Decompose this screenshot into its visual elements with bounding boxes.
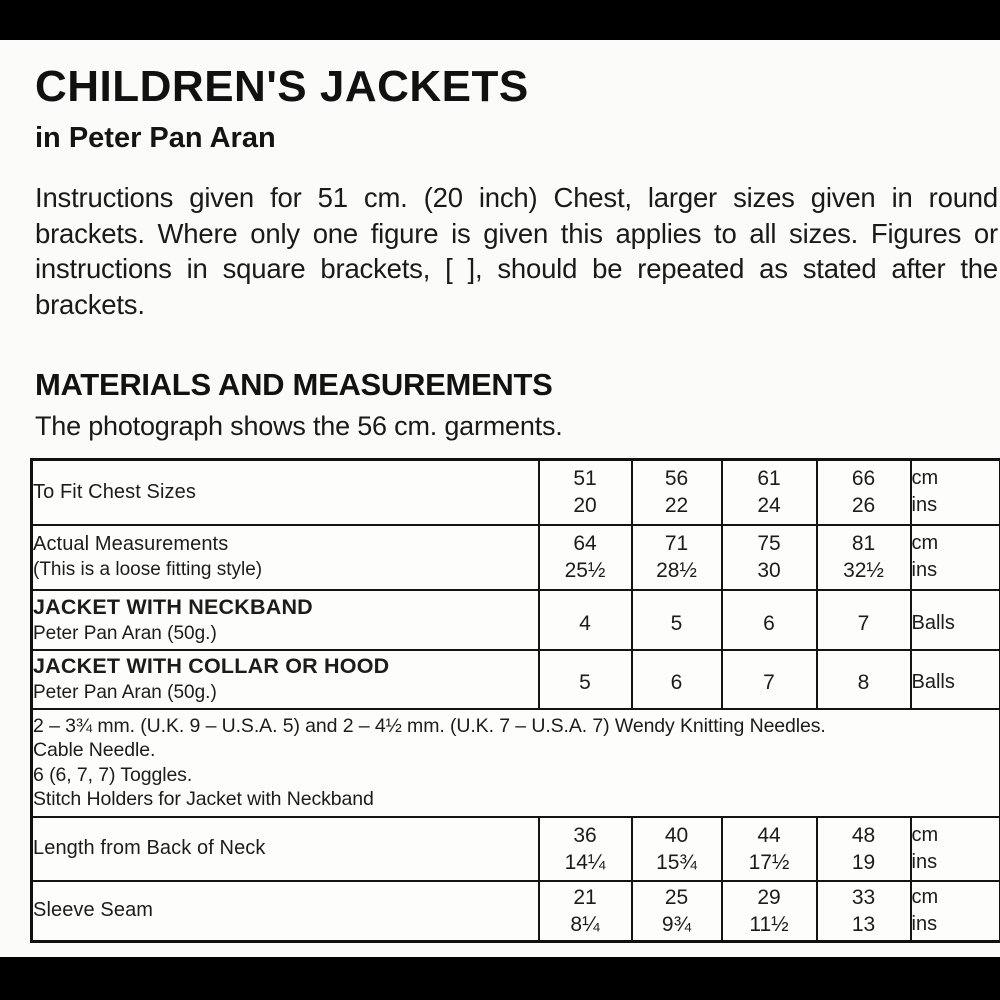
top-black-bar	[0, 0, 1000, 40]
value-ins: 17½	[748, 850, 790, 874]
size-cell	[722, 881, 817, 942]
value-ins: 32½	[843, 559, 884, 582]
balls-cell	[632, 590, 722, 650]
balls-cell	[722, 590, 817, 650]
unit-balls: Balls	[911, 611, 955, 634]
size-cell	[539, 881, 632, 942]
balls-cell	[539, 590, 632, 650]
value-cm: 75	[757, 532, 781, 555]
balls-cell	[539, 650, 632, 709]
value-ins: 24	[757, 494, 781, 518]
row-label-text: JACKET WITH NECKBAND	[33, 594, 313, 619]
value-cm: 48	[851, 823, 876, 847]
table-row-chest-sizes	[32, 460, 1000, 525]
size-cell	[722, 525, 817, 590]
table-row-actual-measurements	[32, 525, 1000, 590]
page-title: CHILDREN'S JACKETS	[35, 62, 529, 111]
value-ins: 30	[757, 559, 781, 582]
balls-count: 7	[857, 611, 870, 635]
value-ins: 11½	[749, 912, 789, 936]
value-ins: 14¼	[564, 850, 606, 874]
measurements-table	[30, 458, 1000, 943]
unit-cm: cm	[911, 532, 939, 554]
value-ins: 26	[851, 494, 876, 518]
bottom-black-bar	[0, 957, 1000, 1000]
cable-needle-line: Cable Needle.	[33, 739, 156, 761]
table-row-jacket-collar-hood	[32, 650, 1000, 709]
row-label	[32, 590, 539, 650]
row-label-text: Length from Back of Neck	[33, 837, 266, 859]
unit-ins: ins	[911, 559, 938, 581]
toggles-line: 6 (6, 7, 7) Toggles.	[33, 763, 193, 786]
value-cm: 81	[851, 532, 876, 555]
unit-cell	[911, 650, 1000, 709]
row-label-subtext: Peter Pan Aran (50g.)	[33, 622, 217, 644]
size-cell	[539, 460, 632, 525]
row-label-text: JACKET WITH COLLAR OR HOOD	[33, 654, 390, 678]
value-ins: 15¾	[656, 850, 697, 874]
value-ins: 25½	[564, 559, 606, 582]
balls-cell	[722, 650, 817, 709]
balls-count: 5	[670, 611, 683, 635]
size-cell	[632, 525, 722, 590]
row-label-subtext: Peter Pan Aran (50g.)	[33, 682, 217, 703]
needles-notes-cell	[32, 709, 1000, 817]
value-cm: 64	[573, 532, 597, 555]
unit-balls: Balls	[911, 670, 955, 693]
value-cm: 44	[757, 823, 781, 847]
size-cell	[817, 817, 911, 881]
row-label-text: To Fit Chest Sizes	[33, 480, 196, 503]
value-cm: 61	[757, 467, 781, 491]
balls-count: 6	[670, 670, 683, 694]
value-cm: 36	[573, 823, 597, 847]
intro-paragraph: Instructions given for 51 cm. (20 inch) Chest, larger sizes given in round brackets. Where only one figure is given this applies to all sizes. Figures or instructions in square brackets, [ ], should be repeated as stated after the brackets.	[35, 182, 998, 320]
size-cell	[817, 525, 911, 590]
unit-cell	[911, 460, 1000, 525]
value-ins: 19	[851, 850, 876, 874]
table-row-length-back-neck	[32, 817, 1000, 881]
value-ins: 22	[664, 494, 689, 518]
value-ins: 13	[851, 912, 876, 936]
value-cm: 21	[573, 885, 597, 909]
stitch-holders-line: Stitch Holders for Jacket with Neckband	[33, 788, 374, 810]
balls-count: 4	[579, 611, 591, 635]
size-cell	[722, 817, 817, 881]
row-label-text: Sleeve Seam	[33, 899, 154, 922]
size-cell	[539, 525, 632, 590]
row-label	[32, 817, 539, 881]
balls-cell	[817, 590, 911, 650]
value-cm: 71	[664, 532, 689, 555]
size-cell	[539, 817, 632, 881]
table-row-jacket-neckband	[32, 590, 1000, 650]
row-label	[32, 525, 539, 590]
size-cell	[817, 881, 911, 942]
unit-cell	[911, 817, 1000, 881]
size-cell	[632, 817, 722, 881]
section-note: The photograph shows the 56 cm. garments.	[35, 411, 563, 441]
unit-cell	[911, 881, 1000, 942]
value-ins: 9¾	[661, 912, 692, 936]
value-cm: 33	[851, 885, 876, 909]
unit-ins: ins	[911, 494, 938, 517]
table-row-sleeve-seam	[32, 881, 1000, 942]
unit-cm: cm	[911, 885, 939, 908]
balls-count: 6	[763, 611, 775, 635]
size-cell	[722, 460, 817, 525]
unit-ins: ins	[911, 912, 938, 935]
section-heading: MATERIALS AND MEASUREMENTS	[35, 367, 553, 402]
unit-cm: cm	[911, 467, 939, 490]
value-cm: 56	[664, 467, 689, 491]
value-cm: 25	[664, 885, 689, 909]
table-row-needles-notes	[32, 709, 1000, 817]
value-cm: 40	[664, 823, 689, 847]
balls-count: 5	[579, 670, 591, 694]
row-label-text: Actual Measurements	[33, 533, 229, 555]
balls-cell	[632, 650, 722, 709]
needles-line: 2 – 3¾ mm. (U.K. 9 – U.S.A. 5) and 2 – 4½ mm. (U.K. 7 – U.S.A. 7) Wendy Knitting Needles.	[33, 714, 826, 737]
pattern-page	[0, 40, 1000, 957]
unit-cell	[911, 590, 1000, 650]
size-cell	[817, 460, 911, 525]
row-label	[32, 881, 539, 942]
row-label	[32, 650, 539, 709]
value-ins: 20	[573, 494, 597, 518]
size-cell	[632, 460, 722, 525]
balls-count: 7	[763, 670, 775, 694]
row-label	[32, 460, 539, 525]
value-ins: 8¼	[570, 912, 600, 936]
balls-cell	[817, 650, 911, 709]
unit-cm: cm	[911, 823, 939, 846]
unit-ins: ins	[911, 850, 938, 873]
balls-count: 8	[857, 670, 870, 694]
page-subtitle: in Peter Pan Aran	[35, 122, 276, 154]
value-cm: 29	[757, 885, 781, 909]
size-cell	[632, 881, 722, 942]
value-cm: 51	[573, 467, 597, 491]
value-ins: 28½	[656, 559, 697, 582]
unit-cell	[911, 525, 1000, 590]
value-cm: 66	[851, 467, 876, 491]
row-label-subtext: (This is a loose fitting style)	[33, 559, 263, 580]
